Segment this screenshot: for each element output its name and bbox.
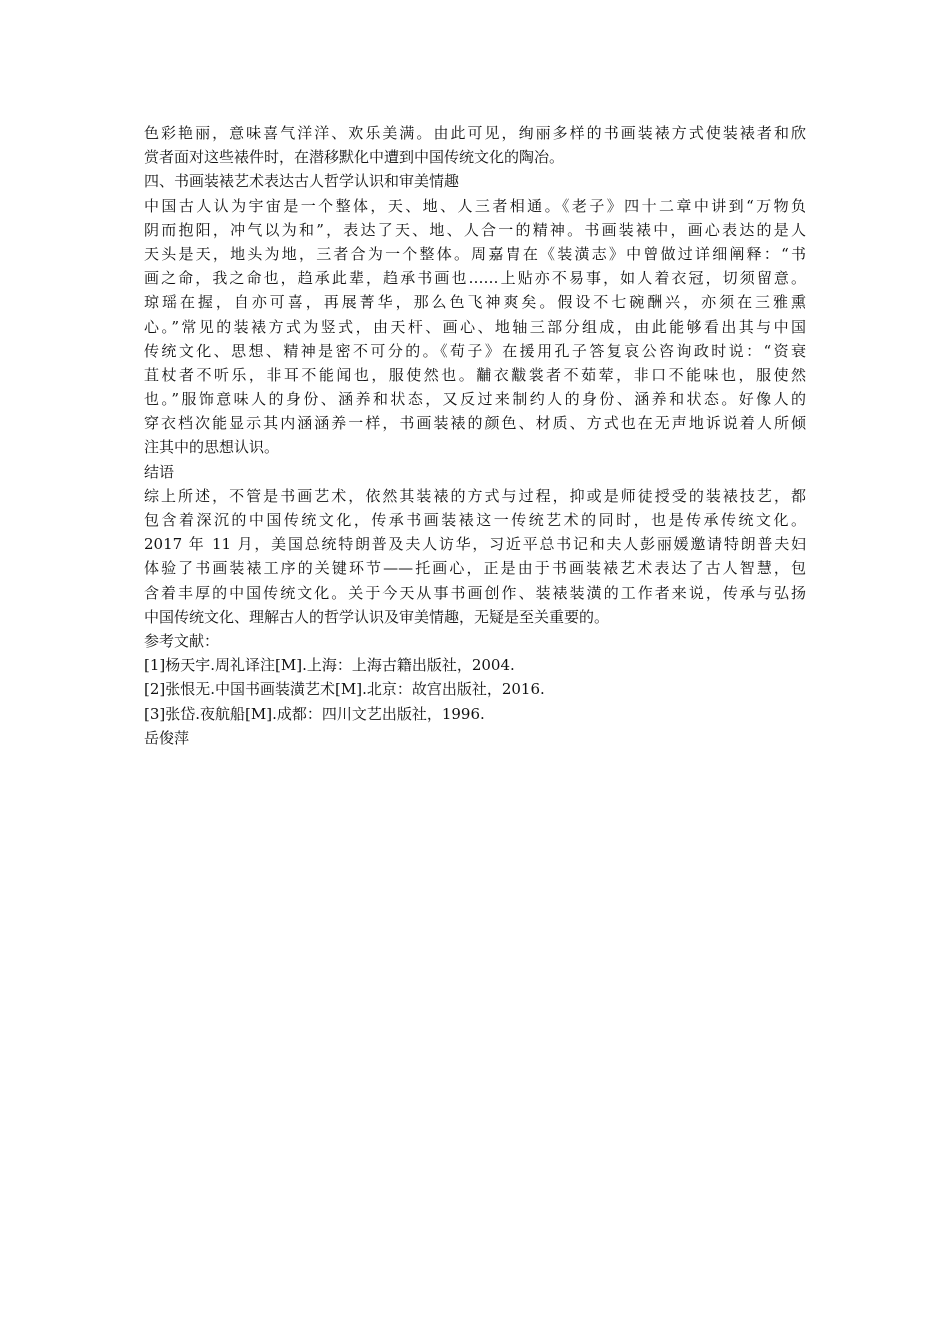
- text-line: 天头是天，地头为地，三者合为一个整体。周嘉胄在《装潢志》中曾做过详细阐释：“书: [144, 244, 806, 263]
- text-line: 2017 年 11 月，美国总统特朗普及夫人访华，习近平总书记和夫人彭丽媛邀请特朗普夫妇: [144, 535, 806, 554]
- reference-item: [2]张恨无.中国书画装潢艺术[M].北京：故宫出版社，2016.: [144, 680, 545, 699]
- section-heading: 结语: [144, 462, 175, 481]
- section-heading: 四、书画装裱艺术表达古人哲学认识和审美情趣: [144, 172, 460, 191]
- reference-item: [3]张岱.夜航船[M].成都：四川文艺出版社，1996.: [144, 704, 485, 723]
- text-line: 传统文化、思想、精神是密不可分的。《荀子》在援用孔子答复哀公咨询政时说：“资衰: [144, 341, 806, 360]
- document-page: [144, 121, 806, 750]
- text-line: 注其中的思想认识。: [144, 438, 280, 457]
- text-line: 阴而抱阳，冲气以为和”，表达了天、地、人合一的精神。书画装裱中，画心表达的是人: [144, 220, 806, 239]
- text-line: 包含着深沉的中国传统文化，传承书画装裱这一传统艺术的同时，也是传承传统文化。: [144, 511, 806, 529]
- text-line: 中国古人认为宇宙是一个整体，天、地、人三者相通。《老子》四十二章中讲到“万物负: [144, 196, 806, 215]
- text-line: 琼瑶在握，自亦可喜，再展菁华，那么色飞神爽矣。假设不七碗酬兴，亦须在三雅熏: [144, 293, 806, 312]
- reference-item: [1]杨天宇.周礼译注[M].上海：上海古籍出版社，2004.: [144, 656, 515, 675]
- intro-paragraph: [144, 121, 806, 169]
- references-heading: 参考文献：: [144, 631, 220, 650]
- text-line: 赏者面对这些裱件时，在潜移默化中遭到中国传统文化的陶冶。: [144, 148, 565, 167]
- text-line: 心。”常见的装裱方式为竖式，由天杆、画心、地轴三部分组成，由此能够看出其与中国: [144, 317, 806, 336]
- author-name: 岳俊萍: [144, 728, 190, 747]
- text-line: 中国传统文化、理解古人的哲学认识及审美情趣，无疑是至关重要的。: [144, 607, 610, 626]
- text-line: 体验了书画装裱工序的关键环节——托画心，正是由于书画装裱艺术表达了古人智慧，包: [144, 559, 806, 578]
- text-line: 综上所述，不管是书画艺术，依然其装裱的方式与过程，抑或是师徒授受的装裱技艺，都: [144, 486, 806, 505]
- section-four: [144, 169, 806, 459]
- text-line: 苴杖者不听乐，非耳不能闻也，服使然也。黼衣黻裳者不茹荤，非口不能味也，服使然: [144, 365, 806, 384]
- text-line: 也。”服饰意味人的身份、涵养和状态，又反过来制约人的身份、涵养和状态。好像人的: [144, 390, 806, 409]
- text-line: 画之命，我之命也，趋承此辈，趋承书画也……上贴亦不易事，如人着衣冠，切须留意。: [144, 269, 806, 288]
- text-line: 含着丰厚的中国传统文化。关于今天从事书画创作、装裱装潢的工作者来说，传承与弘扬: [144, 583, 806, 602]
- text-line: 色彩艳丽，意味喜气洋洋、欢乐美满。由此可见，绚丽多样的书画装裱方式使装裱者和欣: [144, 124, 806, 142]
- references-section: [144, 629, 806, 726]
- text-line: 穿衣档次能显示其内涵涵养一样，书画装裱的颜色、材质、方式也在无声地诉说着人所倾: [144, 414, 806, 433]
- conclusion-section: [144, 460, 806, 629]
